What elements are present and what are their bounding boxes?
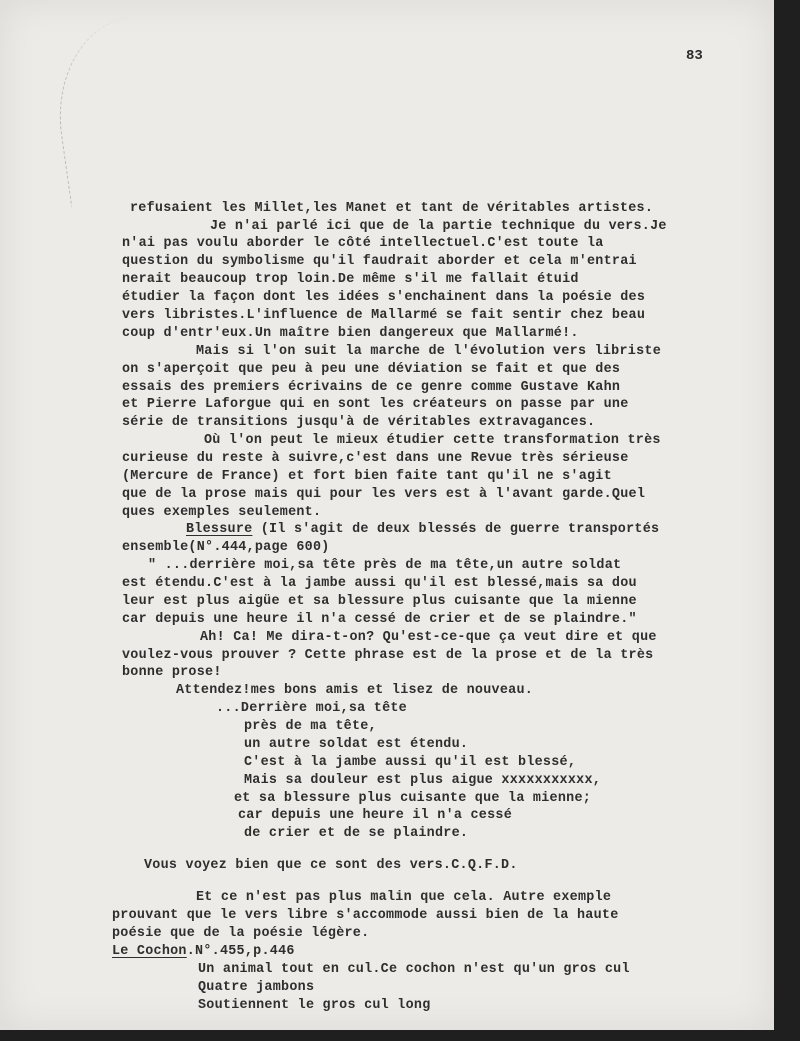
text-line: leur est plus aigüe et sa blessure plus cuisante que la mienne [122,594,637,609]
poem-line: car depuis une heure il n'a cessé [238,808,513,823]
text-line: bonne prose! [122,665,222,680]
text-line: poésie que de la poésie légère. [112,926,370,941]
text-line: " ...derrière moi,sa tête près de ma tête,un autre soldat [148,558,622,573]
poem-line: près de ma tête, [244,719,377,734]
cochon-title: Le Cochon [112,944,187,959]
paper-fold-mark [46,9,211,207]
text-line: Et ce n'est pas plus malin que cela. Autre exemple [196,890,612,905]
poem-line: Mais sa douleur est plus aigue xxxxxxxxxxx, [244,773,602,788]
text-line-rest: .N°.455,p.446 [186,944,295,959]
text-line: ques exemples seulement. [122,505,322,520]
text-line: Attendez!mes bons amis et lisez de nouveau. [176,683,534,698]
text-line: car depuis une heure il n'a cessé de crier et de se plaindre." [122,612,637,627]
text-line: essais des premiers écrivains de ce genre comme Gustave Kahn [122,380,621,395]
text-line: refusaient les Millet,les Manet et tant de véritables artistes. [130,201,654,216]
poem-line: un autre soldat est étendu. [244,737,469,752]
scan-border-right [774,0,800,1041]
text-line: et Pierre Laforgue qui en sont les créateurs on passe par une [122,397,629,412]
text-line: est étendu.C'est à la jambe aussi qu'il est blessé,mais sa dou [122,576,637,591]
text-line: curieuse du reste à suivre,c'est dans une Revue très sérieuse [122,451,629,466]
poem-line: Quatre jambons [198,980,315,995]
poem-line: de crier et de se plaindre. [244,826,469,841]
poem-line: Un animal tout en cul.Ce cochon n'est qu'un gros cul [198,962,630,977]
text-line: (Mercure de France) et fort bien faite tant qu'il ne s'agit [122,469,612,484]
text-line: étudier la façon dont les idées s'enchainent dans la poésie des [122,290,646,305]
text-line: Ah! Ca! Me dira-t-on? Qu'est-ce-que ça veut dire et que [200,630,657,645]
text-line: question du symbolisme qu'il faudrait aborder et cela m'entrai [122,254,637,269]
text-line: nerait beaucoup trop loin.De même s'il me fallait étuid [122,272,579,287]
text-line: vers libristes.L'influence de Mallarmé se fait sentir chez beau [122,308,646,323]
text-line [112,944,295,960]
poem-line: ...Derrière moi,sa tête [216,701,407,716]
page-number: 83 [686,48,703,64]
text-line: que de la prose mais qui pour les vers est à l'avant garde.Quel [122,487,646,502]
text-line: Vous voyez bien que ce sont des vers.C.Q.F.D. [144,858,518,873]
text-line: on s'aperçoit que peu à peu une déviation se fait et que des [122,362,621,377]
text-line: Mais si l'on suit la marche de l'évolution vers libriste [196,344,662,359]
poem-line: Soutiennent le gros cul long [198,998,431,1013]
text-line: série de transitions jusqu'à de véritables extravagances. [122,415,596,430]
text-line: Je n'ai parlé ici que de la partie technique du vers.Je [210,219,667,234]
text-line: ensemble(N°.444,page 600) [122,540,330,555]
text-line: coup d'entr'eux.Un maître bien dangereux que Mallarmé!. [122,326,579,341]
text-line [186,522,659,538]
poem-line: C'est à la jambe aussi qu'il est blessé, [244,755,577,770]
poem-line: et sa blessure plus cuisante que la mienne; [234,791,592,806]
blessure-title: Blessure [186,522,253,537]
scan-border-bottom [0,1030,800,1041]
text-line: prouvant que le vers libre s'accommode aussi bien de la haute [112,908,619,923]
text-line: n'ai pas voulu aborder le côté intellectuel.C'est toute la [122,236,604,251]
text-line: voulez-vous prouver ? Cette phrase est de la prose et de la très [122,648,654,663]
text-line: Où l'on peut le mieux étudier cette transformation très [204,433,661,448]
text-line-rest: (Il s'agit de deux blessés de guerre transportés [260,522,660,537]
